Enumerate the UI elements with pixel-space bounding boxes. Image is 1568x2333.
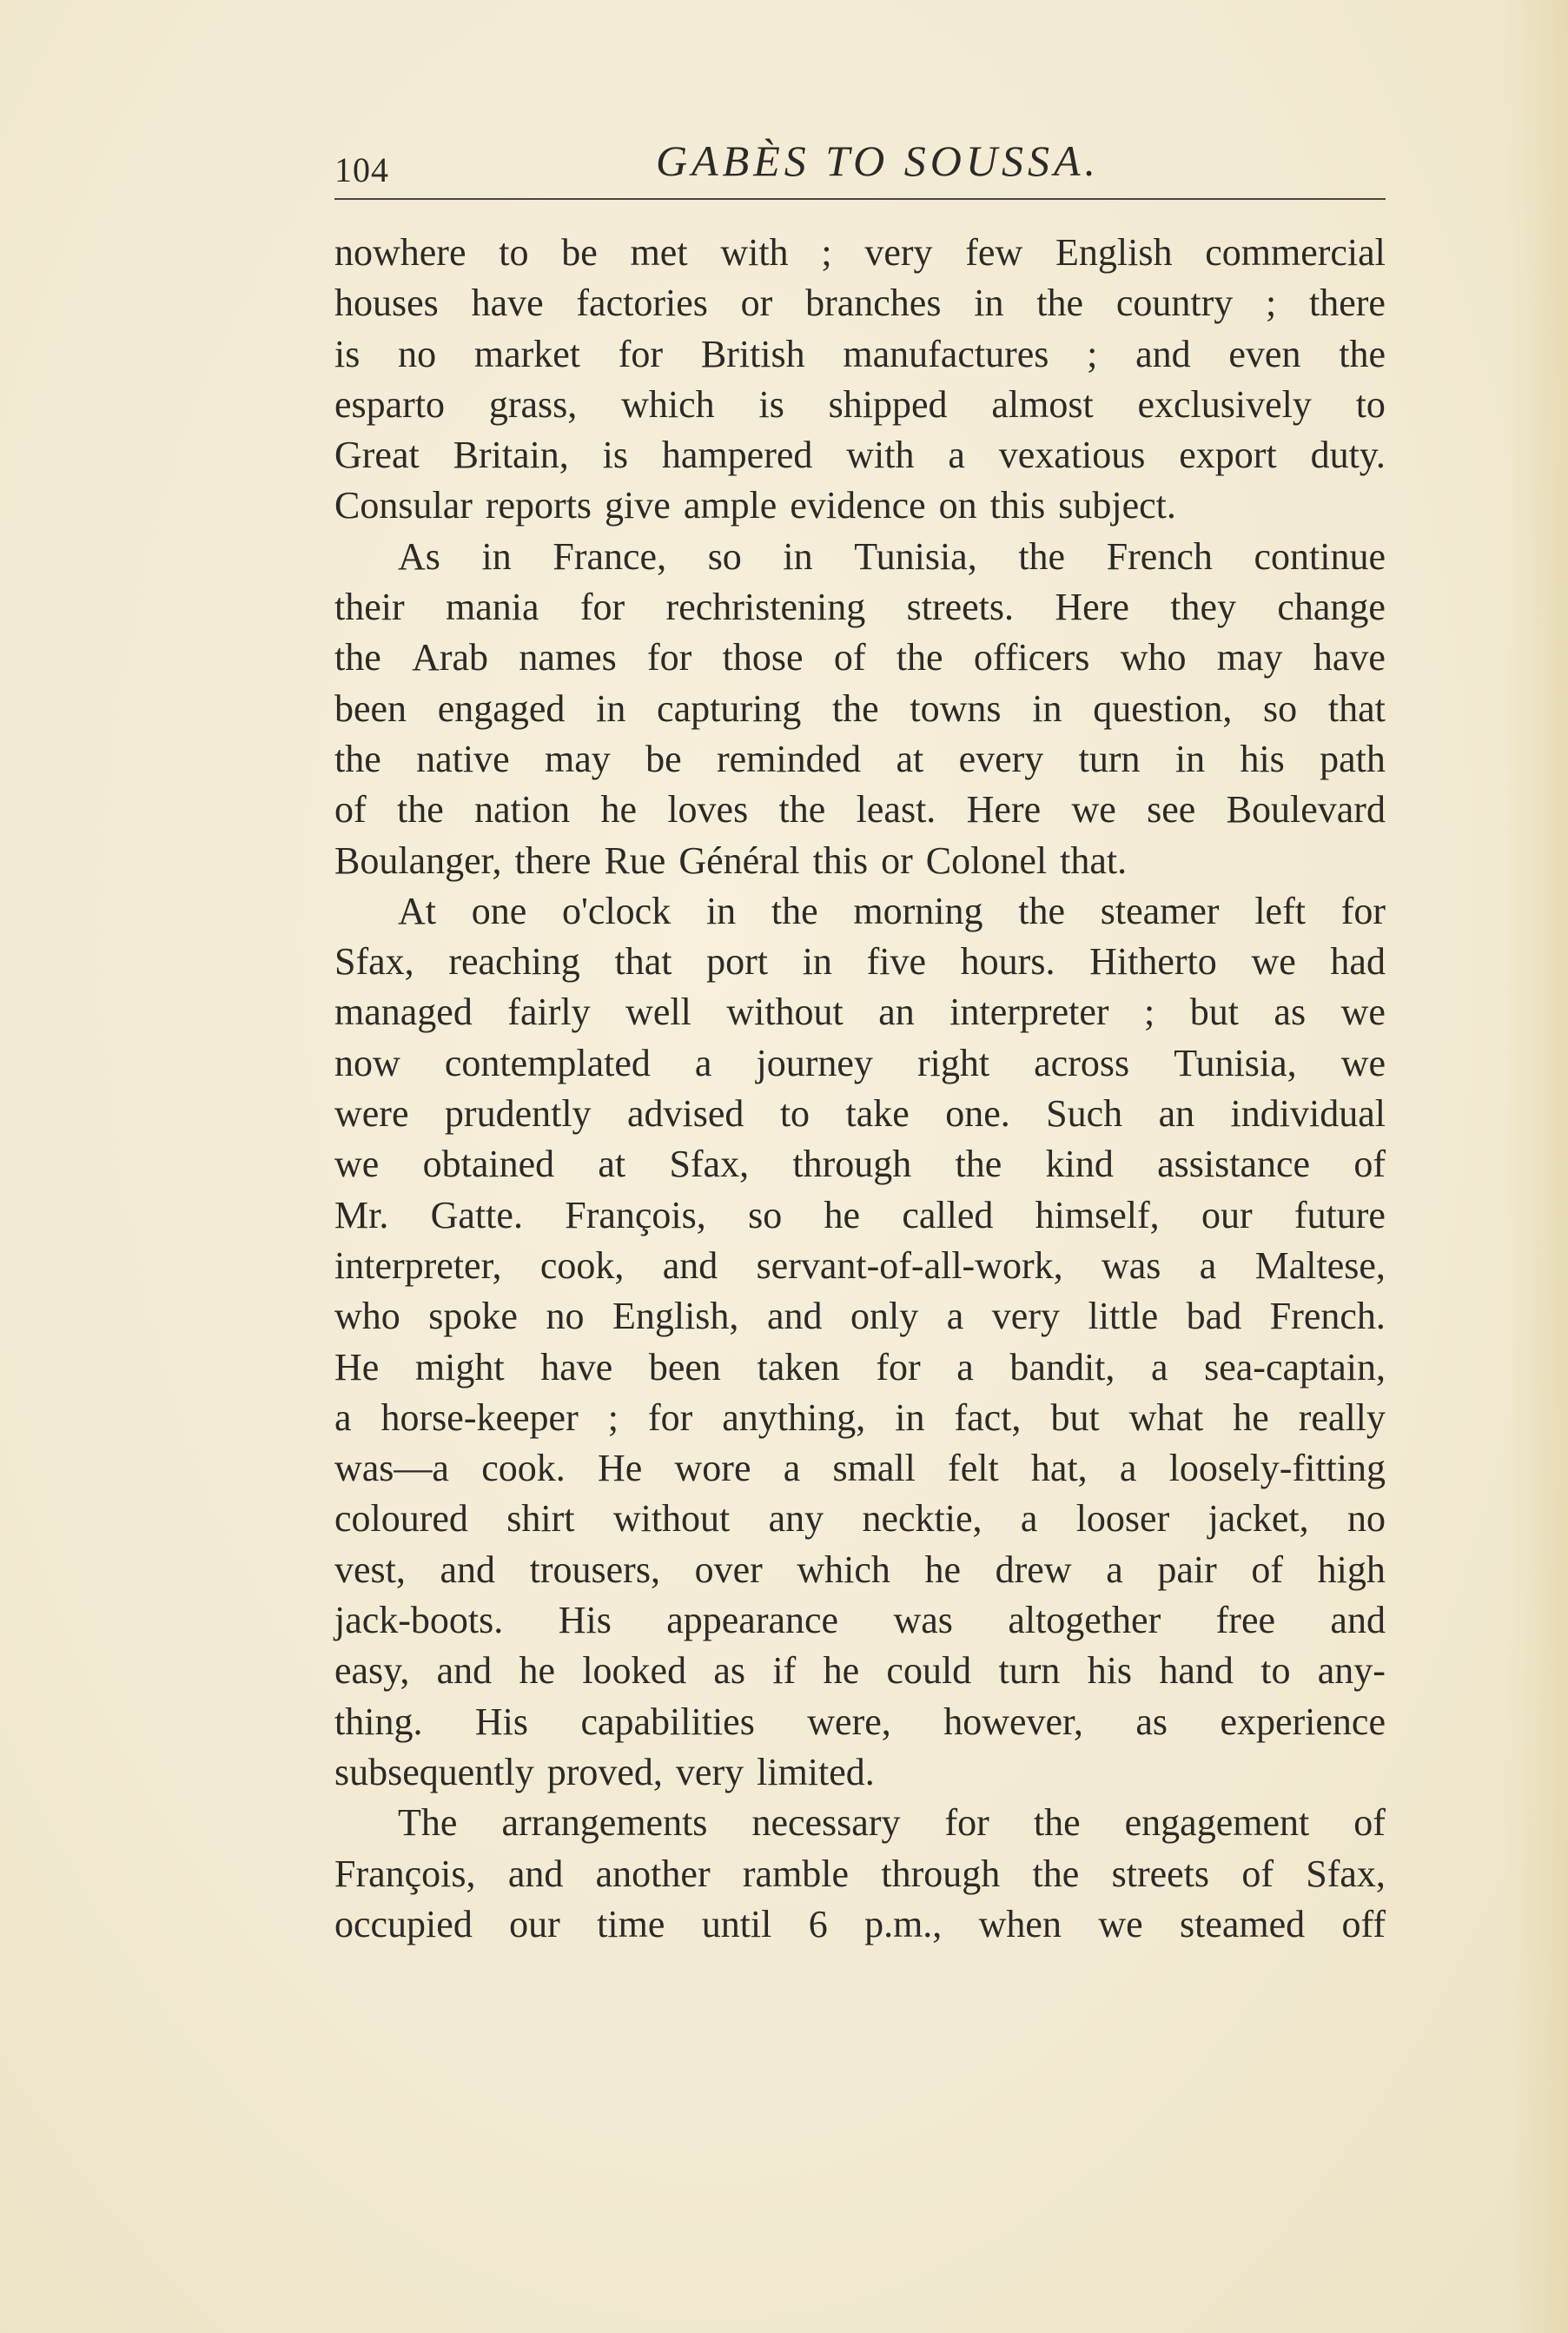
text-line: coloured shirt without any necktie, a looser jacket, no	[334, 1497, 1386, 1541]
text-line: Great Britain, is hampered with a vexatious export duty.	[334, 434, 1386, 477]
text-line: The arrangements necessary for the engagement of	[398, 1801, 1386, 1845]
text-line: Consular reports give ample evidence on this subject.	[334, 484, 1176, 527]
text-line: their mania for rechristening streets. Here they change	[334, 586, 1386, 629]
text-line: was—a cook. He wore a small felt hat, a loosely-fitting	[334, 1447, 1386, 1490]
text-line: is no market for British manufactures ; and even the	[334, 332, 1386, 375]
text-line: occupied our time until 6 p.m., when we steamed off	[334, 1902, 1386, 1945]
text-line: of the nation he loves the least. Here we see Boulevard	[334, 788, 1386, 832]
text-line: François, and another ramble through the streets of Sfax,	[334, 1852, 1386, 1895]
text-line: He might have been taken for a bandit, a sea-captain,	[334, 1345, 1386, 1389]
text-line: nowhere to be met with ; very few English commercial	[334, 231, 1386, 274]
text-line: we obtained at Sfax, through the kind assistance of	[334, 1143, 1386, 1186]
text-line: the Arab names for those of the officers who may have	[334, 636, 1386, 679]
header-rule	[334, 198, 1386, 200]
text-line: subsequently proved, very limited.	[334, 1750, 875, 1793]
text-line: jack-boots. His appearance was altogether free and	[334, 1599, 1386, 1642]
text-line: interpreter, cook, and servant-of-all-work, was a Maltese,	[334, 1243, 1386, 1287]
text-line: a horse-keeper ; for anything, in fact, but what he really	[334, 1395, 1386, 1439]
text-line: been engaged in capturing the towns in question, so that	[334, 686, 1386, 730]
body-text	[334, 228, 1386, 1950]
text-line: managed fairly well without an interpreter ; but as we	[334, 991, 1386, 1034]
text-line: vest, and trousers, over which he drew a pair of high	[334, 1548, 1386, 1591]
text-line: At one o'clock in the morning the steamer left for	[398, 889, 1386, 932]
text-line: Sfax, reaching that port in five hours. Hitherto we had	[334, 940, 1386, 984]
text-line: Mr. Gatte. François, so he called himself, our future	[334, 1193, 1386, 1236]
running-title: GABÈS TO SOUSSA.	[656, 136, 1101, 185]
text-line: esparto grass, which is shipped almost exclusively to	[334, 382, 1386, 426]
running-head	[334, 130, 1386, 191]
text-line: were prudently advised to take one. Such an individual	[334, 1092, 1386, 1136]
text-line: As in France, so in Tunisia, the French continue	[398, 534, 1386, 578]
text-line: now contemplated a journey right across Tunisia, we	[334, 1041, 1386, 1084]
text-line: the native may be reminded at every turn in his path	[334, 737, 1386, 780]
page-number: 104	[334, 150, 389, 189]
text-line: easy, and he looked as if he could turn his hand to any-	[334, 1649, 1386, 1693]
text-line: Boulanger, there Rue Général this or Colonel that.	[334, 838, 1128, 882]
text-line: houses have factories or branches in the country ; there	[334, 282, 1386, 325]
page-edge-shading	[1507, 0, 1568, 2333]
text-line: thing. His capabilities were, however, as experience	[334, 1700, 1386, 1743]
text-line: who spoke no English, and only a very little bad French.	[334, 1295, 1386, 1338]
